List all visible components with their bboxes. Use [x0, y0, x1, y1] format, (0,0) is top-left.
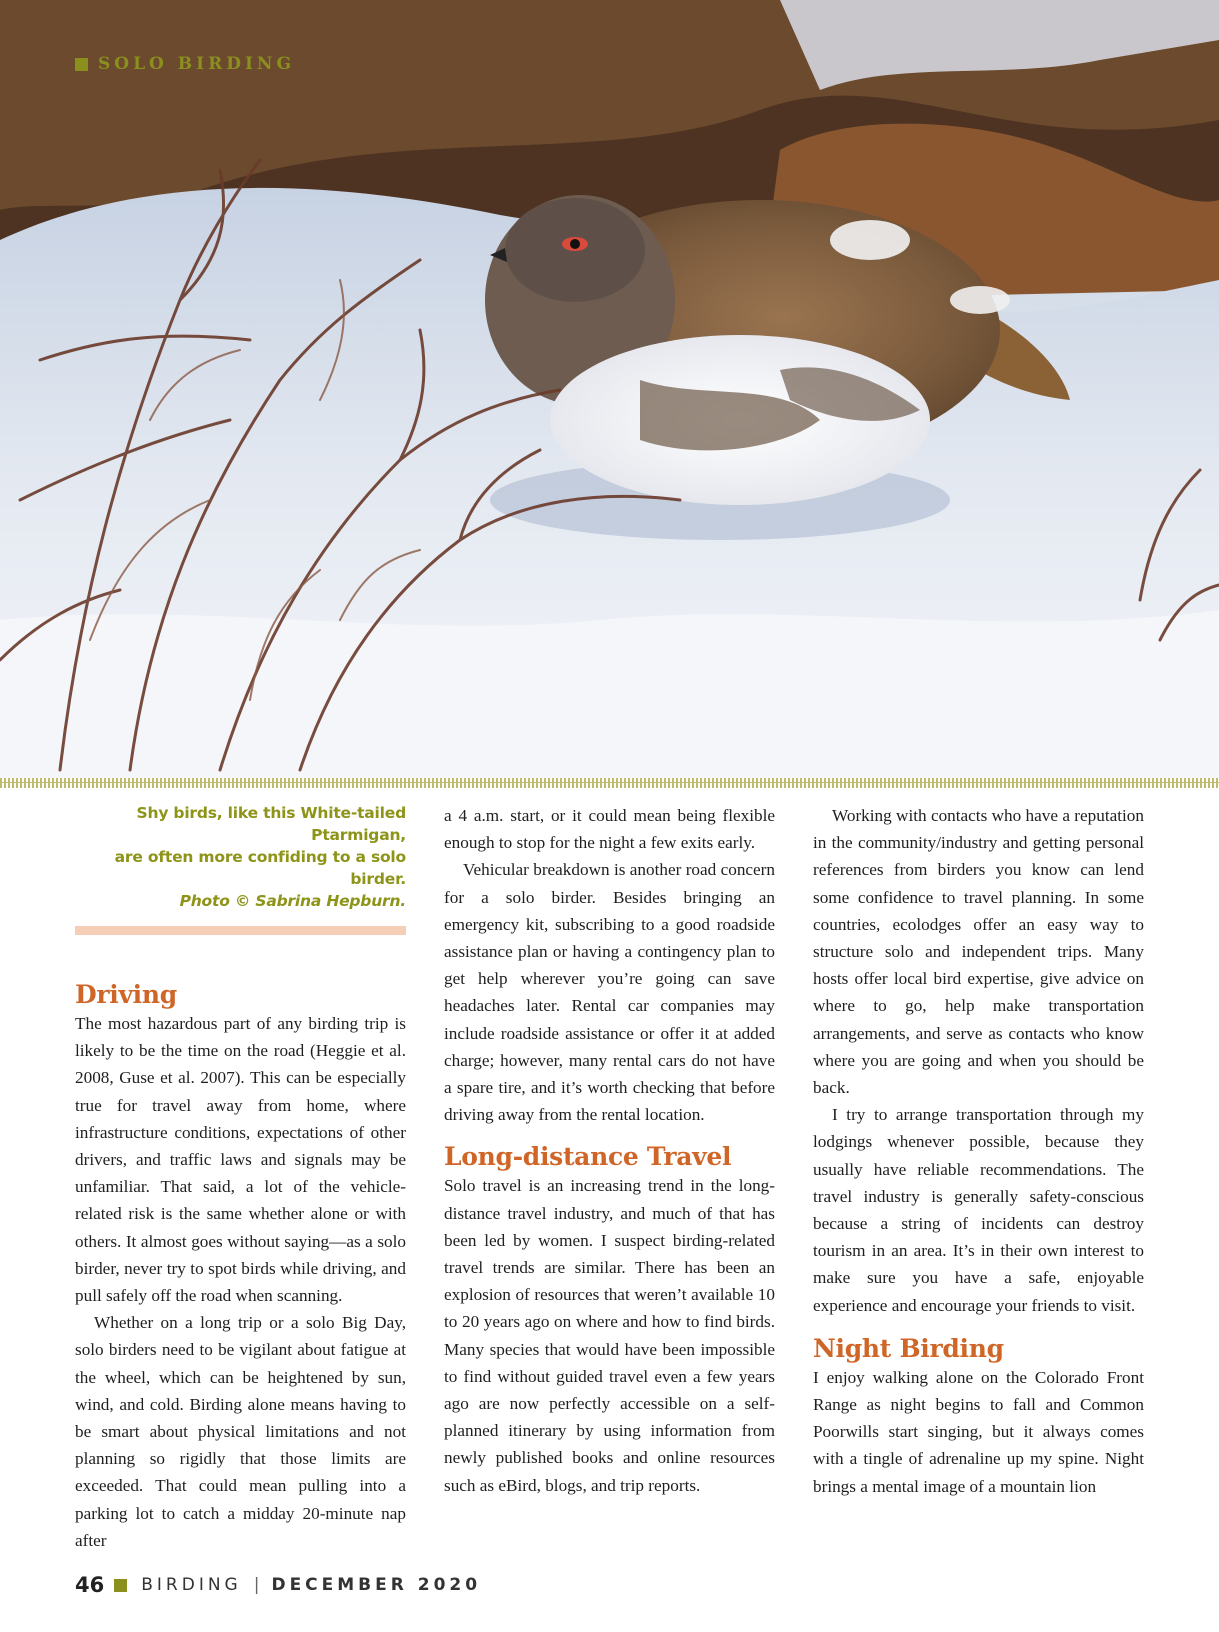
- section-label: [75, 54, 295, 74]
- paragraph: Whether on a long trip or a solo Big Day, solo birders need to be vigilant about fatigue at the wheel, which can be heightened by sun, wind, and cold. Birding alone means having to be smart about physical limitations and not planning so rigidly that those limits are exceeded. That could mean pulling into a parking lot to catch a midday 20-minute nap after: [75, 1313, 406, 1550]
- column-2: [444, 802, 775, 1499]
- photo-caption: [75, 802, 406, 912]
- paragraph: Vehicular breakdown is another road concern for a solo birder. Besides bringing an emergency kit, subscribing to a good roadside assistance plan or having a contingency plan to get help wherever you’re going can save headaches later. Rental car companies may include roadside assistance or offer it at added charge; however, many rental cars do not have a spare tire, and it’s worth checking that before driving away from the rental location.: [444, 860, 775, 1125]
- paragraph: I try to arrange transportation through my lodgings whenever possible, because they usually have reliable recommendations. The travel industry is generally safety-conscious because a string of incidents can destroy tourism in an area. It’s in their own interest to make sure you have a safe, enjoyable experience and encourage your friends to visit.: [813, 1105, 1144, 1315]
- photo-divider: [0, 778, 1219, 788]
- caption-line-2: are often more confiding to a solo birder.: [114, 848, 406, 888]
- section-label-text: SOLO BIRDING: [98, 54, 295, 74]
- caption-divider: [75, 926, 406, 935]
- photo-illustration: [0, 0, 1219, 778]
- paragraph: The most hazardous part of any birding trip is likely to be the time on the road (Heggie et al. 2008, Guse et al. 2007). This can be especially true for travel away from home, where infrastructure conditions, expectations of other drivers, and traffic laws and signals may be unfamiliar. That said, a lot of the vehicle-related risk is the same whether alone or with others. It almost goes without saying—as a solo birder, never try to spot birds while driving, and pull safely off the road when scanning.: [75, 1014, 406, 1306]
- footer-separator: |: [253, 1575, 260, 1595]
- ptarmigan-photo: [0, 0, 1219, 778]
- paragraph: a 4 a.m. start, or it could mean being flexible enough to stop for the night a few exits early.: [444, 806, 775, 853]
- section-square-icon: [75, 58, 88, 71]
- heading-driving: Driving: [75, 980, 177, 1009]
- magazine-name: BIRDING: [141, 1575, 242, 1595]
- issue-date: DECEMBER 2020: [271, 1575, 482, 1595]
- caption-line-1: Shy birds, like this White-tailed Ptarmigan,: [136, 804, 406, 844]
- page-number: 46: [75, 1573, 105, 1597]
- column-1: [75, 802, 406, 1554]
- column-3: [813, 802, 1144, 1500]
- page-footer: [75, 1573, 481, 1597]
- paragraph: Solo travel is an increasing trend in the long-distance travel industry, and much of that has been led by women. I suspect birding-related travel trends are similar. There has been an explosion of resources that weren’t available 10 to 20 years ago on where and how to find birds. Many species that would have been impossible to find without guided travel even a few years ago are now perfectly accessible on a self-planned itinerary by using information from newly published books and online resources such as eBird, blogs, and trip reports.: [444, 1176, 775, 1495]
- footer-square-icon: [114, 1579, 127, 1592]
- heading-long-distance-travel: Long-distance Travel: [444, 1142, 732, 1172]
- heading-night-birding: Night Birding: [813, 1333, 1004, 1363]
- photo-credit: Photo © Sabrina Hepburn.: [179, 892, 406, 910]
- paragraph: Working with contacts who have a reputation in the community/industry and getting personal references from birders you know can lend some confidence to travel planning. In some countries, ecolodges offer an easy way to structure solo and independent trips. Many hosts offer local bird expertise, give advice on where to go, help make transportation arrangements, and serve as contacts who know where you are going and when you should be back.: [813, 806, 1144, 1098]
- paragraph: I enjoy walking alone on the Colorado Front Range as night begins to fall and Common Poorwills start singing, but it always comes with a tingle of adrenaline up my spine. Night brings a mental image of a mountain lion: [813, 1367, 1144, 1496]
